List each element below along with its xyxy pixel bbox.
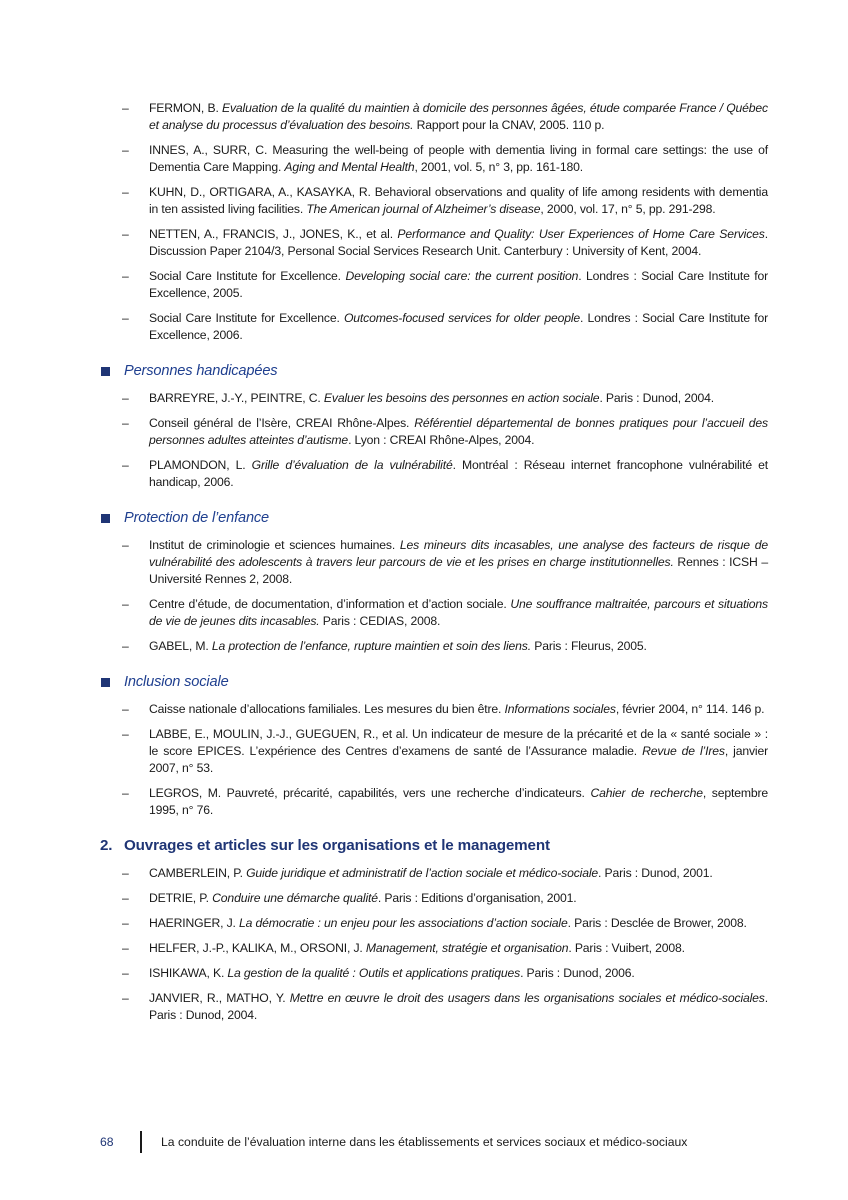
reference-text: NETTEN, A., FRANCIS, J., JONES, K., et al. <box>149 227 398 241</box>
reference-list <box>100 701 768 819</box>
reference-item <box>100 965 768 982</box>
reference-item <box>100 537 768 588</box>
reference-text: , 2000, vol. 17, n° 5, pp. 291-298. <box>540 202 716 216</box>
reference-text: Paris : Fleurus, 2005. <box>530 639 647 653</box>
reference-text: GABEL, M. <box>149 639 212 653</box>
reference-text: HELFER, J.-P., KALIKA, M., ORSONI, J. <box>149 941 366 955</box>
reference-title-italic: La gestion de la qualité : Outils et applications pratiques <box>227 966 521 980</box>
reference-text: FERMON, B. <box>149 101 222 115</box>
section-heading <box>100 361 768 381</box>
square-bullet-icon <box>101 367 110 376</box>
reference-group <box>100 508 768 655</box>
reference-text: . Paris : Vuibert, 2008. <box>568 941 685 955</box>
reference-group <box>100 100 768 344</box>
page-number: 68 <box>100 1135 114 1149</box>
section-heading-text: Inclusion sociale <box>124 674 229 690</box>
reference-title-italic: Evaluer les besoins des personnes en action sociale <box>323 391 600 405</box>
page-footer <box>100 1131 768 1153</box>
reference-item <box>100 638 768 655</box>
reference-text: . Paris : Dunod, 2004. <box>149 991 769 1022</box>
reference-text: Social Care Institute for Excellence. <box>149 269 346 283</box>
reference-item <box>100 990 768 1024</box>
reference-text: LABBE, E., MOULIN, J.-J., GUEGUEN, R., et al. Un indicateur de mesure de la précarité et de la « santé sociale » : le score EPICES. L’expérience des Centres d’examens de santé de l’Assurance maladie. <box>149 727 768 758</box>
reference-title-italic: Les mineurs dits incasables, une analyse des facteurs de risque de vulnérabilité des adolescents à travers leur parcours de vie et les prises en charge institutionnelles. <box>149 538 768 569</box>
square-bullet-icon <box>101 514 110 523</box>
reference-title-italic: Management, stratégie et organisation <box>365 941 569 955</box>
reference-item <box>100 596 768 630</box>
reference-text: Caisse nationale d’allocations familiales. Les mesures du bien être. <box>149 702 505 716</box>
reference-title-italic: Référentiel départemental de bonnes pratiques pour l’accueil des personnes adultes atteintes d’autisme <box>149 416 768 447</box>
reference-item <box>100 701 768 718</box>
reference-text: KUHN, D., ORTIGARA, A., KASAYKA, R. Behavioral observations and quality of life among residents with dementia in ten assisted living facilities. <box>149 185 768 216</box>
section-heading <box>100 508 768 528</box>
reference-item <box>100 415 768 449</box>
bibliography <box>100 100 768 1041</box>
reference-groups <box>100 100 768 819</box>
reference-item <box>100 726 768 777</box>
reference-item <box>100 457 768 491</box>
section-heading-text: Personnes handicapées <box>124 363 278 379</box>
reference-text: , 2001, vol. 5, n° 3, pp. 161-180. <box>414 160 583 174</box>
footer-divider <box>140 1131 142 1153</box>
reference-text: Institut de criminologie et sciences humaines. <box>149 538 400 552</box>
reference-title-italic: Grille d’évaluation de la vulnérabilité <box>251 458 453 472</box>
chapter-section <box>100 836 768 1024</box>
reference-list <box>100 100 768 344</box>
reference-title-italic: La démocratie : un enjeu pour les associations d’action sociale <box>239 916 568 930</box>
reference-item <box>100 100 768 134</box>
reference-text: LEGROS, M. Pauvreté, précarité, capabilités, vers une recherche d’indicateurs. <box>149 786 591 800</box>
section-heading-text: Protection de l’enfance <box>124 510 270 526</box>
reference-item <box>100 184 768 218</box>
reference-item <box>100 940 768 957</box>
reference-text: Rapport pour la CNAV, 2005. 110 p. <box>413 118 605 132</box>
reference-text: . Paris : Dunod, 2004. <box>599 391 715 405</box>
chapter-reference-list <box>100 865 768 1024</box>
reference-text: . Paris : Editions d’organisation, 2001. <box>377 891 577 905</box>
reference-text: . Paris : Desclée de Brower, 2008. <box>567 916 747 930</box>
section-heading <box>100 672 768 692</box>
reference-text: , février 2004, n° 114. 146 p. <box>615 702 765 716</box>
reference-title-italic: Une souffrance maltraitée, parcours et situations de vie de jeunes dits incasables. <box>149 597 769 628</box>
reference-text: CAMBERLEIN, P. <box>149 866 247 880</box>
reference-text: INNES, A., SURR, C. Measuring the well-being of people with dementia living in formal care settings: the use of Dementia Care Mapping. <box>149 143 768 174</box>
reference-title-italic: Guide juridique et administratif de l’action sociale et médico-sociale <box>246 866 599 880</box>
reference-item <box>100 865 768 882</box>
reference-text: PLAMONDON, L. <box>149 458 252 472</box>
reference-text: . Paris : Dunod, 2001. <box>598 866 713 880</box>
reference-item <box>100 310 768 344</box>
reference-item <box>100 142 768 176</box>
chapter-number: 2. <box>100 837 113 854</box>
reference-item <box>100 226 768 260</box>
reference-item <box>100 785 768 819</box>
reference-group <box>100 361 768 491</box>
reference-list <box>100 390 768 491</box>
reference-text: JANVIER, R., MATHO, Y. <box>149 991 290 1005</box>
reference-title-italic: Developing social care: the current position <box>345 269 579 283</box>
reference-title-italic: Revue de l’Ires <box>642 744 725 758</box>
reference-title-italic: Conduire une démarche qualité <box>212 891 378 905</box>
reference-text: DETRIE, P. <box>149 891 213 905</box>
reference-item <box>100 915 768 932</box>
reference-list <box>100 537 768 655</box>
reference-text: HAERINGER, J. <box>149 916 239 930</box>
reference-title-italic: Cahier de recherche <box>590 786 703 800</box>
reference-text: BARREYRE, J.-Y., PEINTRE, C. <box>149 391 324 405</box>
reference-text: . Lyon : CREAI Rhône-Alpes, 2004. <box>348 433 535 447</box>
reference-item <box>100 390 768 407</box>
reference-text: Conseil général de l’Isère, CREAI Rhône-Alpes. <box>149 416 415 430</box>
reference-title-italic: The American journal of Alzheimer’s disease <box>306 202 541 216</box>
reference-text: Rennes : ICSH – Université Rennes 2, 2008. <box>149 555 768 586</box>
chapter-heading <box>100 836 768 856</box>
reference-item <box>100 268 768 302</box>
reference-text: . Montréal : Réseau internet francophone vulnérabilité et handicap, 2006. <box>149 458 768 489</box>
reference-text: ISHIKAWA, K. <box>149 966 228 980</box>
reference-group <box>100 672 768 819</box>
footer-title: La conduite de l’évaluation interne dans les établissements et services sociaux et médico-sociaux <box>161 1135 688 1149</box>
reference-text: , septembre 1995, n° 76. <box>149 786 768 817</box>
reference-title-italic: Evaluation de la qualité du maintien à domicile des personnes âgées, étude comparée France / Québec et analyse du processus d’évaluation des besoins. <box>149 101 768 132</box>
reference-text: . Paris : Dunod, 2006. <box>520 966 635 980</box>
reference-item <box>100 890 768 907</box>
reference-title-italic: Informations sociales <box>504 702 616 716</box>
chapter-title: Ouvrages et articles sur les organisations et le management <box>124 837 550 854</box>
square-bullet-icon <box>101 678 110 687</box>
reference-text: Centre d’étude, de documentation, d’information et d’action sociale. <box>149 597 511 611</box>
reference-title-italic: Performance and Quality: User Experiences of Home Care Services <box>397 227 765 241</box>
reference-text: Social Care Institute for Excellence. <box>149 311 344 325</box>
reference-text: Paris : CEDIAS, 2008. <box>319 614 441 628</box>
reference-title-italic: La protection de l’enfance, rupture maintien et soin des liens. <box>211 639 531 653</box>
reference-text: , janvier 2007, n° 53. <box>149 744 768 775</box>
reference-text: . Londres : Social Care Institute for Excellence, 2006. <box>149 311 768 342</box>
reference-title-italic: Outcomes-focused services for older people <box>343 311 581 325</box>
reference-text: . Londres : Social Care Institute for Excellence, 2005. <box>149 269 768 300</box>
reference-text: . Discussion Paper 2104/3, Personal Social Services Research Unit. Canterbury : University of Kent, 2004. <box>149 227 768 258</box>
reference-title-italic: Aging and Mental Health <box>284 160 415 174</box>
reference-title-italic: Mettre en œuvre le droit des usagers dans les organisations sociales et médico-sociales <box>289 991 765 1005</box>
